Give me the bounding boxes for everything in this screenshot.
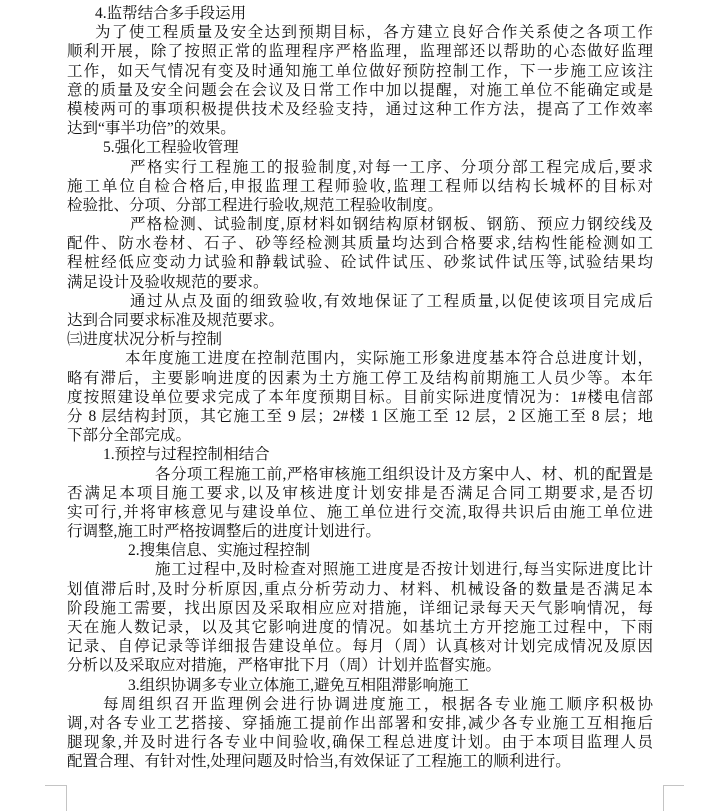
paragraph-line: 略有滞后，主要影响进度的因素为土方施工停工及结构前期施工人员少等。本年 <box>67 369 653 387</box>
paragraph-line: 配件、防水卷材、石子、砂等经检测其质量均达到合格要求,结构性能检测如工 <box>67 235 653 253</box>
paragraph-line: 施工过程中,及时检查对照施工进度是否按计划进行,每当实际进度比计 <box>155 561 653 579</box>
paragraph-line: 达到合同要求标准及规范要求。 <box>67 312 285 329</box>
paragraph-line: 检验批、分项、分部工程进行验收,规范工程验收制度。 <box>67 196 443 214</box>
section-heading: ㈢进度状况分析与控制 <box>67 331 223 349</box>
paragraph-line: 通过从点及面的细致验收,有效地保证了工程质量,以促使该项目完成后 <box>130 292 653 310</box>
paragraph-line: 各分项工程施工前,严格审核施工组织设计及方案中人、材、机的配置是 <box>155 465 653 483</box>
paragraph-line: 分 8 层结构封顶，其它施工至 9 层；2#楼 1 区施工至 12 层，2 区施工至 8 层；地 <box>67 407 653 425</box>
paragraph-line: 达到“事半功倍”的效果。 <box>67 120 236 138</box>
page-corner-mark-left-vertical <box>66 785 67 811</box>
paragraph-line: 顺利开展，除了按照正常的监理程序严格监理，监理部还以帮助的心态做好监理 <box>67 43 653 61</box>
paragraph-line: 程桩经低应变动力试验和静载试验、砼试件试压、砂浆试件试压等,试验结果均 <box>67 254 653 272</box>
paragraph <box>67 23 653 138</box>
document-body <box>67 4 653 772</box>
paragraph-line: 阶段施工需要，找出原因及采取相应应对措施，详细记录每天天气影响情况，每 <box>67 599 653 617</box>
section-heading: 5.强化工程验收管理 <box>103 139 239 157</box>
paragraph-line: 意的质量及安全问题会在会议及日常工作中加以提醒，对施工单位不能确定或是 <box>67 81 653 99</box>
paragraph-line: 配置合理、有针对性,处理问题及时恰当,有效保证了工程施工的顺利进行。 <box>67 753 571 771</box>
section-heading: 3.组织协调多专业立体施工,避免互相阻滞影响施工 <box>128 676 470 694</box>
paragraph-line: 否满足本项目施工要求,以及审核进度计划安排是否满足合同工期要求,是否切 <box>67 484 653 502</box>
paragraph-line: 工作，如天气情况有变及时通知施工单位做好预防控制工作，下一步施工应该注 <box>67 62 653 80</box>
paragraph-line: 严格实行工程施工的报验制度,对每一工序、分项分部工程完成后,要求 <box>130 158 653 176</box>
section-heading: 1.预控与过程控制相结合 <box>103 446 270 464</box>
paragraph-line: 本年度施工进度在控制范围内，实际施工形象进度基本符合总进度计划， <box>125 350 653 368</box>
paragraph <box>67 349 653 445</box>
page-corner-mark-right-vertical <box>663 785 664 811</box>
page-corner-mark-right-horizontal <box>663 785 684 786</box>
section-heading: 4.监帮结合多手段运用 <box>95 5 247 22</box>
paragraph-line: 腿现象,并及时进行各专业中间验收,确保工程总进度计划。由于本项目监理人员 <box>67 734 653 752</box>
paragraph-line: 行调整,施工时严格按调整后的进度计划进行。 <box>67 523 381 541</box>
page-corner-mark-left-horizontal <box>45 785 66 786</box>
paragraph-line: 满足设计及验收规范的要求。 <box>67 273 269 291</box>
paragraph-line: 为了使工程质量及安全达到预期目标，各方建立良好合作关系使之各项工作 <box>95 24 653 42</box>
section-heading: 2.搜集信息、实施过程控制 <box>128 542 311 560</box>
paragraph-line: 度按照建设单位要求完成了本年度预期目标。目前实际进度情况为：1#楼电信部 <box>67 388 653 406</box>
paragraph <box>67 465 653 542</box>
paragraph-line: 严格检测、试验制度,原材料如钢结构原材钢板、钢筋、预应力钢绞线及 <box>130 216 653 234</box>
paragraph-line: 模棱两可的事项积极提供技术及经验支持，通过这种工作方法，提高了工作效率 <box>67 100 653 118</box>
paragraph <box>67 215 653 292</box>
paragraph-line: 天在施人数记录，以及其它影响进度的情况。如基坑土方开挖施工过程中，下雨 <box>67 619 653 636</box>
paragraph-line: 分析以及采取应对措施，严格审批下月（周）计划并监督实施。 <box>67 657 502 675</box>
paragraph <box>67 560 653 675</box>
paragraph-line: 调,对各专业工艺搭接、穿插施工提前作出部署和安排,减少各专业施工互相拖后 <box>67 714 653 732</box>
paragraph <box>67 695 653 772</box>
paragraph-line: 划值滞后时,及时分析原因,重点分析劳动力、材料、机械设备的数量是否满足本 <box>67 580 653 598</box>
paragraph-line: 施工单位自检合格后,申报监理工程师验收,监理工程师以结构长城杯的目标对 <box>67 177 653 195</box>
paragraph-line: 每周组织召开监理例会进行协调进度施工，根据各专业施工顺序积极协 <box>103 695 653 713</box>
paragraph <box>67 292 653 330</box>
paragraph-line: 下部分全部完成。 <box>67 427 192 445</box>
paragraph-line: 记录、自停记录等详细报告建设单位。每月（周）认真核对计划完成情况及原因 <box>67 638 653 656</box>
paragraph-line: 实可行,并将审核意见与建设单位、施工单位进行交流,取得共识后由施工单位进 <box>67 503 653 521</box>
paragraph <box>67 158 653 216</box>
